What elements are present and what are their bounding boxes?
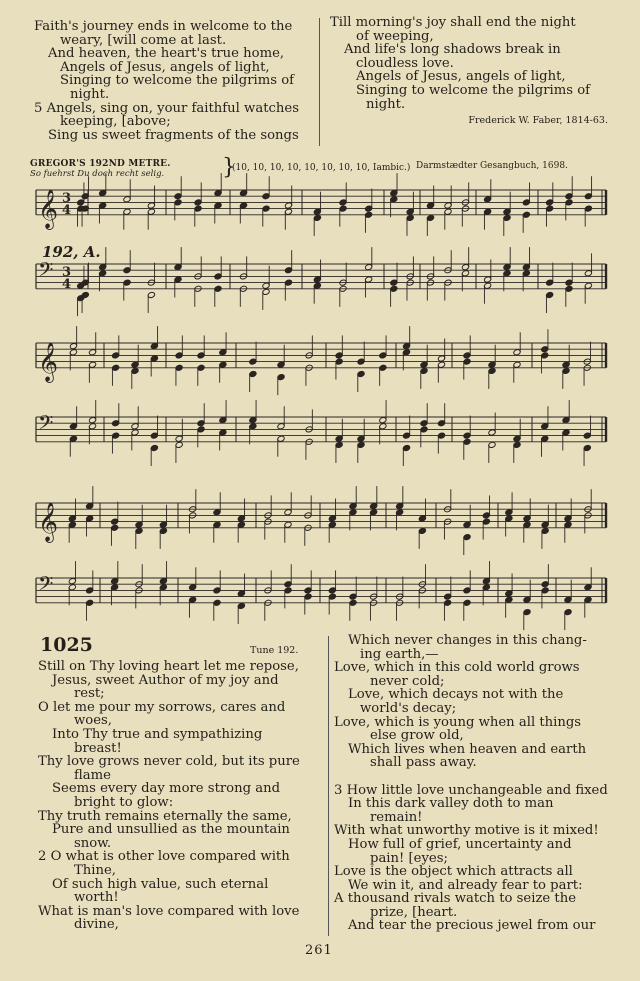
verse-line: Which lives when heaven and earth (348, 741, 587, 757)
verse-line: Love is the object which attracts all (334, 864, 573, 880)
author-attribution: Frederick W. Faber, 1814-63. (468, 115, 608, 127)
verse-line: ing earth,— (360, 646, 439, 662)
verse-line: breast! (74, 740, 122, 756)
verse-line: With what unworthy motive is it mixed! (334, 823, 599, 839)
verse-line: Thine, (74, 862, 116, 878)
hymn-number: 1025 (40, 634, 93, 656)
verse-line: woes, (74, 713, 112, 729)
verse-line: bright to glow: (74, 794, 174, 810)
verse-line: Thy truth remains eternally the same, (38, 808, 292, 824)
tune-meter: (10, 10, 10, 10, 10, 10, 10, 10, Iambic.) (232, 163, 411, 173)
verse-line: Love, which is young when all things (334, 714, 582, 730)
verse-line: Jesus, sweet Author of my joy and (52, 672, 279, 688)
tune-number-label: 192, A. (42, 243, 101, 261)
tune-name: GREGOR'S 192ND METRE. (30, 159, 171, 169)
verse-line: world's decay; (360, 700, 457, 716)
verse-line: worth! (74, 890, 119, 906)
treble-clef: 𝄞 (38, 341, 59, 382)
verse-line: night. (366, 96, 406, 112)
bottom-right-stanzas (334, 634, 616, 933)
verse-line: Sing us sweet fragments of the songs (48, 127, 299, 143)
verse-line (334, 770, 616, 784)
verse-line: snow. (74, 835, 112, 851)
verse-line: Of such high value, such eternal (52, 876, 269, 892)
verse-line: never cold; (370, 673, 445, 689)
verse-line: A thousand rivals watch to seize the (334, 891, 576, 907)
verse-line: Singing to welcome the pilgrims of (356, 82, 591, 98)
verse-line: 5 Angels, sing on, your faithful watches (34, 100, 299, 116)
verse-line: In this dark valley doth to man (348, 796, 554, 812)
bass-clef: 𝄢 (38, 411, 54, 440)
column-divider-bottom (328, 636, 329, 936)
verse-line: Into Thy true and sympathizing (52, 726, 263, 742)
verse-line: Seems every day more strong and (52, 781, 281, 797)
verse-line: night. (70, 86, 110, 102)
verse-line: Which never changes in this chang- (348, 633, 587, 648)
verse-line: 2 O what is other love compared with (38, 849, 290, 865)
verse-line: cloudless love. (356, 55, 454, 71)
verse-line: shall pass away. (370, 755, 477, 771)
time-signature: 3 (62, 264, 72, 280)
bass-clef: 𝄢 (38, 258, 54, 287)
verse-line: Faith's journey ends in welcome to the (34, 19, 293, 34)
verse-line: We win it, and already fear to part: (348, 877, 583, 893)
verse-line: What is man's love compared with love (38, 903, 300, 919)
verse-line: Singing to welcome the pilgrims of (60, 73, 295, 89)
verse-line: Angels of Jesus, angels of light, (356, 69, 566, 85)
page-number: 261 (305, 943, 333, 958)
verse-line: remain! (370, 809, 423, 825)
verse-line: weary, [will come at last. (60, 32, 227, 48)
verse-line: Still on Thy loving heart let me repose, (38, 659, 299, 674)
tune-subtitle: So fuehrst Du doch recht selig. (30, 169, 165, 179)
verse-line: Pure and unsullied as the mountain (52, 822, 290, 838)
tune-reference: Tune 192. (250, 645, 299, 656)
verse-line: else grow old, (370, 728, 464, 744)
time-signature: 3 (62, 190, 72, 206)
verse-line: of weeping, (356, 28, 434, 44)
time-signature: 4 (62, 203, 72, 219)
verse-line: rest; (74, 686, 105, 702)
tune-source: Darmstædter Gesangbuch, 1698. (416, 161, 568, 171)
verse-line: How full of grief, uncertainty and (348, 836, 572, 852)
verse-line: keeping, [above; (60, 114, 171, 130)
verse-line: flame (74, 767, 111, 783)
verse-line: And heaven, the heart's true home, (48, 46, 285, 62)
bass-clef: 𝄢 (38, 572, 54, 601)
verse-line: Love, which decays not with the (348, 687, 564, 703)
treble-clef: 𝄞 (38, 188, 59, 229)
verse-line: pain! [eyes; (370, 850, 448, 866)
verse-line: O let me pour my sorrows, cares and (38, 699, 286, 715)
verse-line: prize, [heart. (370, 904, 458, 920)
verse-line: divine, (74, 917, 119, 933)
tune-brace: } (222, 155, 236, 180)
time-signature: 4 (62, 277, 72, 293)
verse-line: Thy love grows never cold, but its pure (38, 754, 300, 770)
treble-clef: 𝄞 (38, 501, 59, 542)
verse-line: And tear the precious jewel from our (348, 918, 596, 934)
bottom-left-stanzas (38, 660, 324, 932)
verse-line: 3 How little love unchangeable and fixed (334, 782, 608, 798)
verse-line: Till morning's joy shall end the night (330, 15, 576, 30)
verse-line: And life's long shadows break in (344, 42, 561, 58)
verse-line: Love, which in this cold world grows (334, 660, 580, 676)
verse-line: Angels of Jesus, angels of light, (60, 59, 270, 75)
